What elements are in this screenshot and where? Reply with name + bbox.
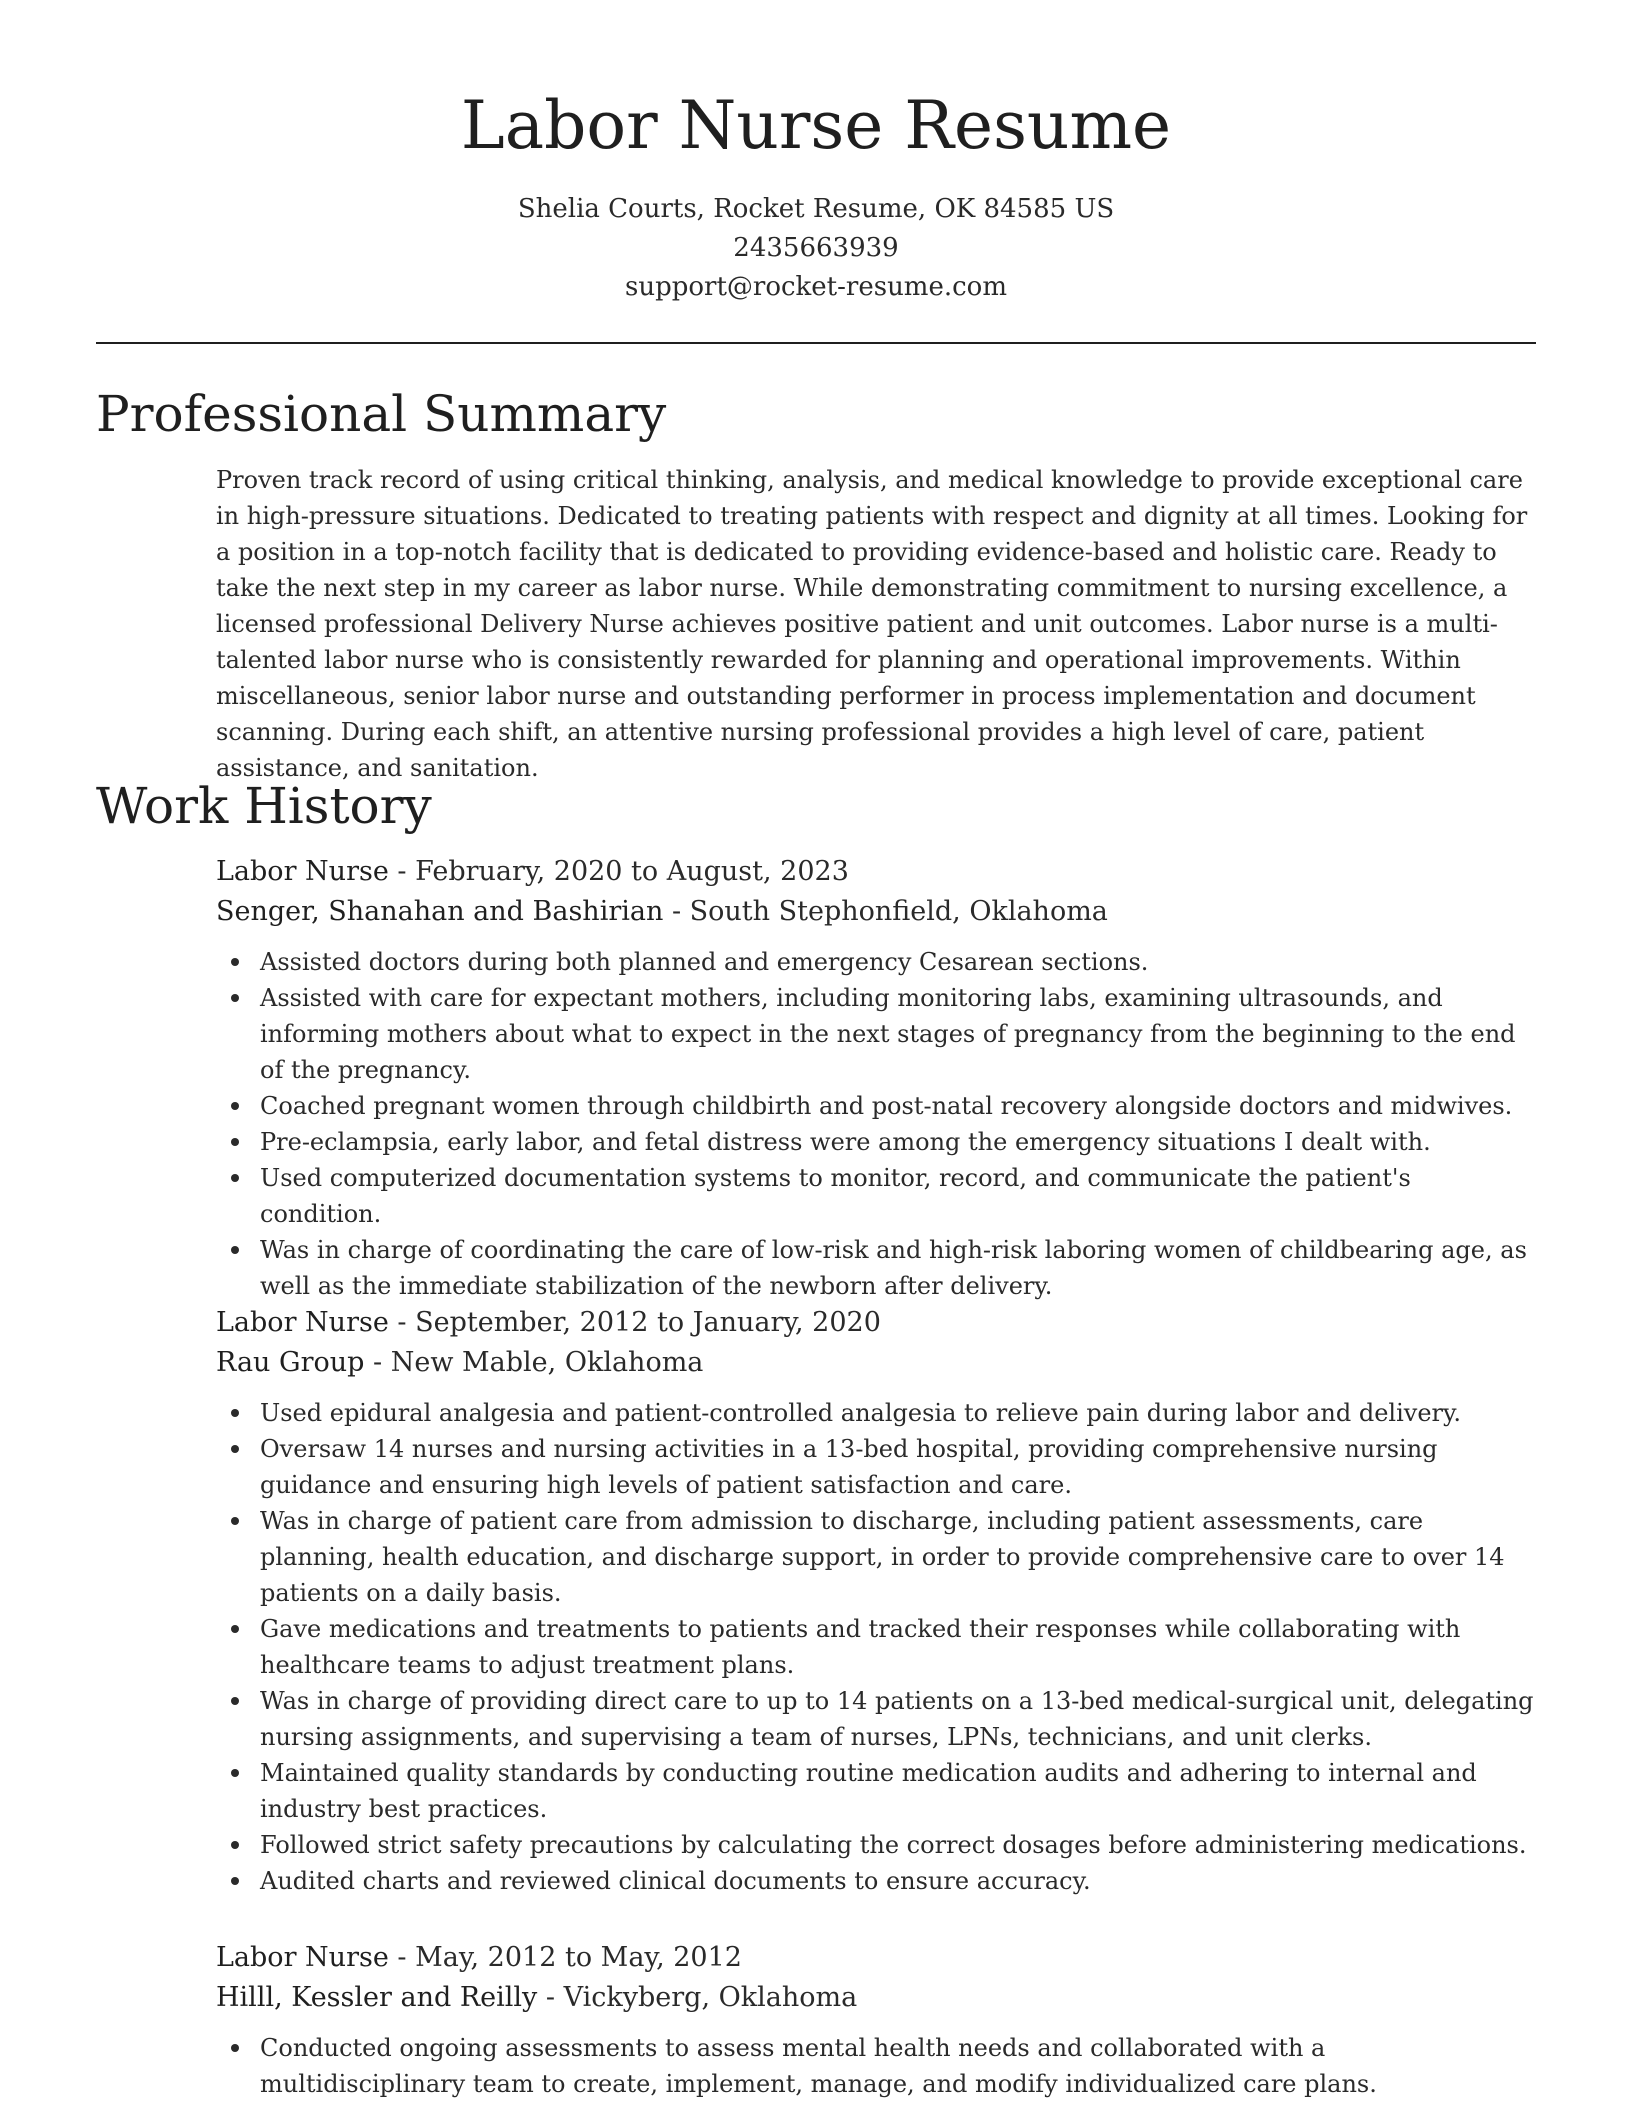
job-duty: Followed strict safety precautions by calculating the correct dosages before administering medications.: [216, 1827, 1536, 1863]
job-duty: Was in charge of coordinating the care of low-risk and high-risk laboring women of childbearing age, as well as the immediate stabilization of the newborn after delivery.: [216, 1232, 1536, 1304]
job-separator: -: [388, 1307, 416, 1338]
summary-heading: Professional Summary: [96, 385, 667, 443]
job-duty: Assisted doctors during both planned and emergency Cesarean sections.: [216, 944, 1536, 980]
job-duty: Audited charts and reviewed clinical documents to ensure accuracy.: [216, 1863, 1536, 1899]
job-separator: -: [663, 896, 690, 927]
job-company-line: [216, 1978, 1536, 2018]
job-title-line: [216, 1938, 1536, 1978]
job-dates: September, 2012 to January, 2020: [415, 1307, 881, 1338]
job-company: Rau Group: [216, 1347, 365, 1378]
job-dates: May, 2012 to May, 2012: [415, 1942, 742, 1973]
job-title: Labor Nurse: [216, 1307, 389, 1338]
work-history-heading: Work History: [96, 777, 432, 835]
job-duties-list: [216, 944, 1536, 1304]
job-title-line: [216, 852, 1536, 892]
job-duty: Was in charge of providing direct care to up to 14 patients on a 13-bed medical-surgical unit, delegating nursing assignments, and supervising a team of nurses, LPNs, technicians, and unit clerks.: [216, 1683, 1536, 1755]
contact-phone: 2435663939: [733, 233, 899, 263]
job-entry: [216, 1938, 1536, 2102]
job-duty: Was in charge of patient care from admission to discharge, including patient assessments, care planning, health education, and discharge support, in order to provide comprehensive care to over 14 patients on a daily basis.: [216, 1503, 1536, 1611]
job-duty: Assisted with care for expectant mothers, including monitoring labs, examining ultrasounds, and informing mothers about what to expect in the next stages of pregnancy from the beginning to the end of the pregnancy.: [216, 980, 1536, 1088]
job-company-line: [216, 892, 1536, 932]
job-separator: -: [364, 1347, 391, 1378]
job-duty: Oversaw 14 nurses and nursing activities in a 13-bed hospital, providing comprehensive nursing guidance and ensuring high levels of patient satisfaction and care.: [216, 1431, 1536, 1503]
job-separator: -: [388, 856, 416, 887]
job-duty: Conducted ongoing assessments to assess mental health needs and collaborated with a multidisciplinary team to create, implement, manage, and modify individualized care plans.: [216, 2030, 1536, 2102]
job-duty: Maintained quality standards by conducting routine medication audits and adhering to internal and industry best practices.: [216, 1755, 1536, 1827]
job-duty: Gave medications and treatments to patients and tracked their responses while collaborating with healthcare teams to adjust treatment plans.: [216, 1611, 1536, 1683]
job-separator: -: [537, 1982, 564, 2013]
contact-block: [0, 190, 1632, 307]
job-duties-list: [216, 2030, 1536, 2102]
job-title: Labor Nurse: [216, 856, 389, 887]
job-location: New Mable, Oklahoma: [390, 1347, 704, 1378]
job-dates: February, 2020 to August, 2023: [415, 856, 849, 887]
contact-email: support@rocket-resume.com: [624, 272, 1007, 302]
job-entry: [216, 1303, 1536, 1899]
job-location: Vickyberg, Oklahoma: [563, 1982, 858, 2013]
job-location: South Stephonfield, Oklahoma: [689, 896, 1108, 927]
job-company: Senger, Shanahan and Bashirian: [216, 896, 664, 927]
resume-title: Labor Nurse Resume: [460, 87, 1172, 164]
job-title-line: [216, 1303, 1536, 1343]
job-entry: [216, 852, 1536, 1304]
summary-text: Proven track record of using critical thinking, analysis, and medical knowledge to provide exceptional care in high-pressure situations. Dedicated to treating patients with respect and dignity at all times. Looking for a position in a top-notch facility that is dedicated to providing evidence-based and holistic care. Ready to take the next step in my career as labor nurse. While demonstrating commitment to nursing excellence, a licensed professional Delivery Nurse achieves positive patient and unit outcomes. Labor nurse is a multi-talented labor nurse who is consistently rewarded for planning and operational improvements. Within miscellaneous, senior labor nurse and outstanding performer in process implementation and document scanning. During each shift, an attentive nursing professional provides a high level of care, patient assistance, and sanitation.: [216, 466, 1528, 782]
job-duty: Coached pregnant women through childbirth and post-natal recovery alongside doctors and midwives.: [216, 1088, 1536, 1124]
job-separator: -: [388, 1942, 416, 1973]
job-duty: Used epidural analgesia and patient-controlled analgesia to relieve pain during labor and delivery.: [216, 1395, 1536, 1431]
job-duty: Pre-eclampsia, early labor, and fetal distress were among the emergency situations I dealt with.: [216, 1124, 1536, 1160]
job-title: Labor Nurse: [216, 1942, 389, 1973]
job-company-line: [216, 1343, 1536, 1383]
job-duty: Used computerized documentation systems to monitor, record, and communicate the patient's condition.: [216, 1160, 1536, 1232]
contact-address: Shelia Courts, Rocket Resume, OK 84585 US: [517, 194, 1115, 224]
job-company: Hilll, Kessler and Reilly: [216, 1982, 538, 2013]
job-duties-list: [216, 1395, 1536, 1899]
header-divider: [96, 342, 1536, 344]
